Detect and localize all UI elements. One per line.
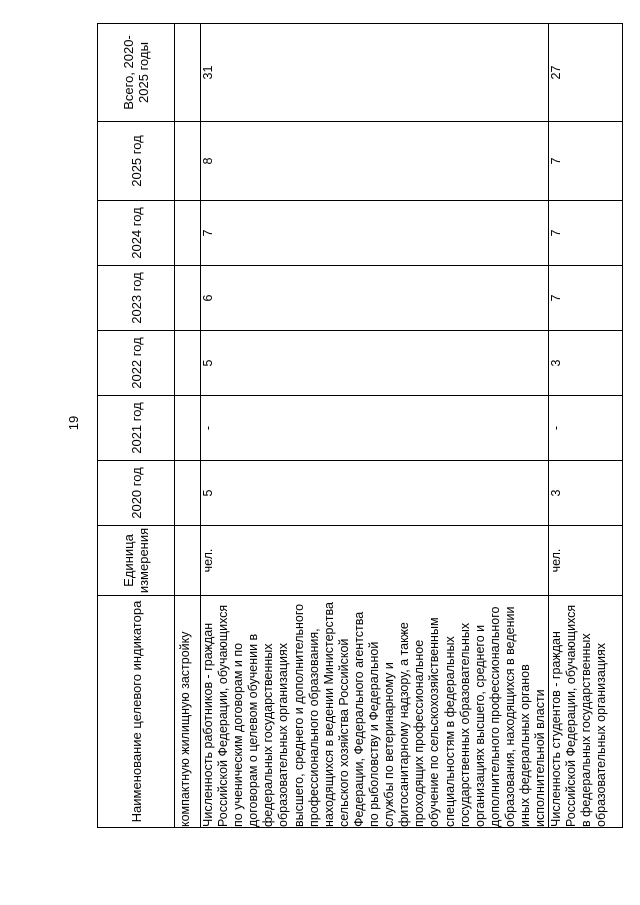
indicator-table (97, 23, 623, 828)
value-2022-cell: 3 (549, 331, 623, 396)
value-2021-cell: - (549, 396, 623, 461)
unit-cell: чел. (201, 526, 549, 596)
header-total: Всего, 2020-2025 годы (98, 24, 175, 122)
empty-cell (175, 396, 201, 461)
value-2022-cell: 5 (201, 331, 549, 396)
page-number: 19 (66, 415, 81, 431)
value-2025-cell: 7 (549, 122, 623, 201)
value-2024-cell: 7 (549, 201, 623, 266)
header-indicator-name: Наименование целевого индикатора (98, 596, 175, 828)
header-unit: Единица измерения (98, 526, 175, 596)
empty-cell (175, 461, 201, 526)
header-2020: 2020 год (98, 461, 175, 526)
table-header-row (98, 24, 175, 828)
empty-cell (175, 526, 201, 596)
value-2023-cell: 7 (549, 266, 623, 331)
value-2021-cell: - (201, 396, 549, 461)
header-2021: 2021 год (98, 396, 175, 461)
value-2023-cell: 6 (201, 266, 549, 331)
header-2022: 2022 год (98, 331, 175, 396)
value-2025-cell: 8 (201, 122, 549, 201)
empty-cell (175, 201, 201, 266)
table-row (201, 24, 549, 828)
table-row (549, 24, 623, 828)
unit-cell: чел. (549, 526, 623, 596)
value-2024-cell: 7 (201, 201, 549, 266)
empty-cell (175, 24, 201, 122)
header-2024: 2024 год (98, 201, 175, 266)
total-cell: 27 (549, 24, 623, 122)
empty-cell (175, 331, 201, 396)
total-cell: 31 (201, 24, 549, 122)
value-2020-cell: 3 (549, 461, 623, 526)
value-2020-cell: 5 (201, 461, 549, 526)
rotated-table-container (97, 24, 609, 828)
empty-cell (175, 266, 201, 331)
header-2023: 2023 год (98, 266, 175, 331)
indicator-name-cell: Численность студентов - граждан Российской Федерации, обучающихся в федеральных государственных образовательных организациях (549, 596, 623, 828)
continued-text-cell: компактную жилищную застройку (175, 596, 201, 828)
empty-cell (175, 122, 201, 201)
indicator-name-cell: Численность работников - граждан Российской Федерации, обучающихся по ученическим договорам и по договорам о целевом обучении в федеральных государственных образовательных организациях высшего, среднего и дополнительного профессионального образования, находящихся в ведении Министерства сельского хозяйства Российской Федерации, Федерального агентства по рыболовству и Федеральной службы по ветеринарному и фитосанитарному надзору, а также проходящих профессиональное обучение по сельскохозяйственным специальностям в федеральных государственных образовательных организациях высшего, среднего и дополнительного профессионального образования, находящихся в ведении иных федеральных органов исполнительной власти (201, 596, 549, 828)
table-row-continued (175, 24, 201, 828)
header-2025: 2025 год (98, 122, 175, 201)
